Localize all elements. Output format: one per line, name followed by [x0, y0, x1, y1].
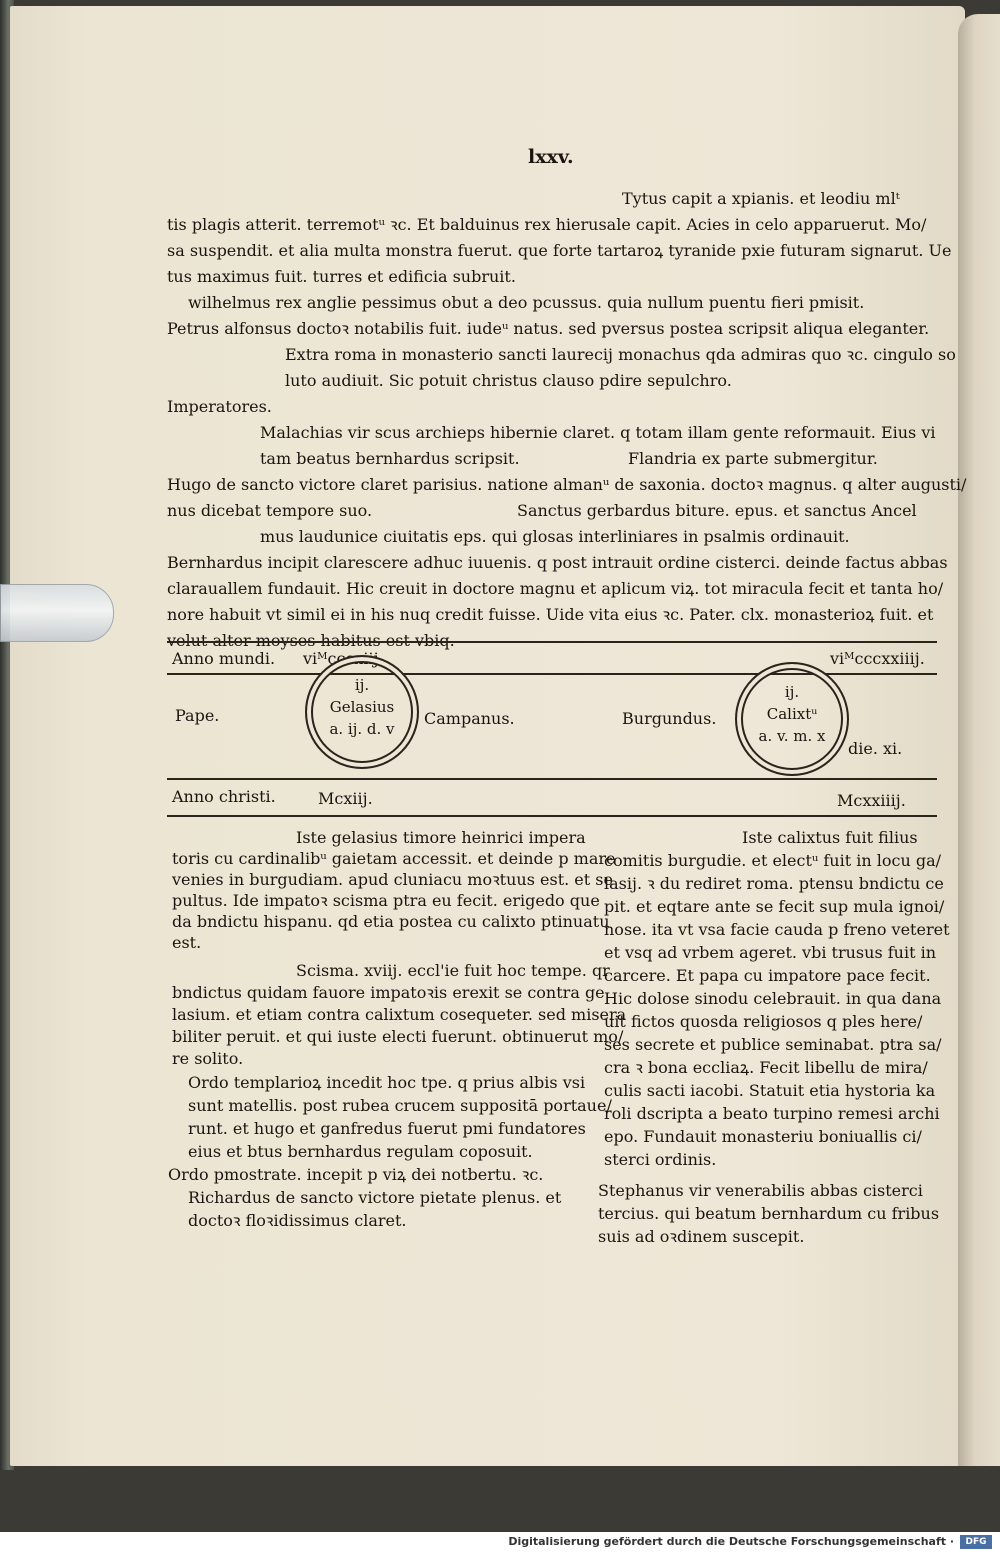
text-line: mus laudunice ciuitatis eps. qui glosas interliniares in psalmis ordinauit.	[260, 527, 850, 546]
next-page-edge	[958, 14, 1000, 1466]
right-col-line: nose. ita vt vsa facie cauda p freno veteret	[604, 920, 950, 939]
text-line: tus maximus fuit. turres et edificia subruit.	[167, 267, 516, 286]
right-col-line: culis sacti iacobi. Statuit etia hystoria ka	[604, 1081, 936, 1100]
right-col-line: epo. Fundauit monasteriu boniuallis ci/	[604, 1127, 922, 1146]
right-col-line: Hic dolose sinodu celebrauit. in qua dana	[604, 989, 942, 1008]
dfg-logo: DFG	[960, 1535, 992, 1549]
pope-origin-right: Burgundus.	[622, 709, 717, 728]
text-line: nus dicebat tempore suo.	[167, 501, 373, 520]
left-col-line: Iste gelasius timore heinrici impera	[296, 828, 586, 847]
left-col-line: biliter peruit. et qui iuste electi fuerunt. obtinuerut mo/	[172, 1027, 624, 1046]
left-col-line: Scisma. xviij. eccl'ie fuit hoc tempe. qr	[296, 961, 610, 980]
right-col-line: cra ꝛ bona eccliaꝝ. Fecit libellu de mira/	[604, 1058, 928, 1077]
left-col-line: Richardus de sancto victore pietate plenus. et	[188, 1188, 562, 1207]
left-col-line: toris cu cardinalibᵘ gaietam accessit. et deinde p mare	[172, 849, 616, 868]
right-col-line: comitis burgudie. et electᵘ fuit in locu ga/	[604, 851, 942, 870]
pope-roundel-gelasius	[305, 655, 419, 769]
left-col-line: eius et btus bernhardus regulam coposuit.	[188, 1142, 533, 1161]
rule-line	[167, 815, 937, 817]
right-col-line: pit. et eqtare ante se fecit sup mula ignoi/	[604, 897, 945, 916]
text-line: wilhelmus rex anglie pessimus obut a deo pcussus. quia nullum puentu fieri pmisit.	[188, 293, 865, 312]
pape-label: Pape.	[175, 706, 220, 725]
page-clip	[0, 584, 114, 642]
pope-roundel-calixtus	[735, 662, 849, 776]
right-col-line: Iste calixtus fuit filius	[742, 828, 918, 847]
right-col-line: carcere. Et papa cu impatore pace fecit.	[604, 966, 931, 985]
anno-christi-label: Anno christi.	[172, 787, 276, 806]
text-line: clarauallem fundauit. Hic creuit in doctore magnu et aplicum viꝝ. tot miracula fecit et tanta ho/	[167, 579, 944, 598]
text-line: Petrus alfonsus doctoꝛ notabilis fuit. iudeᵘ natus. sed pversus postea scripsit aliqua eleganter.	[167, 319, 930, 338]
right-col-line: tercius. qui beatum bernhardum cu fribus	[598, 1204, 940, 1223]
left-col-line: pultus. Ide impatoꝛ scisma ptra eu fecit. erigedo que	[172, 891, 600, 910]
text-line: Hugo de sancto victore claret parisius. natione almanᵘ de saxonia. doctoꝛ magnus. q alter augusti/	[167, 475, 967, 494]
right-col-line: sterci ordinis.	[604, 1150, 717, 1169]
text-line: sa suspendit. et alia multa monstra fuerut. que forte tartaroꝝ tyranide pxie futuram signarut. Ue	[167, 241, 952, 260]
text-line: Flandria ex parte submergitur.	[628, 449, 878, 468]
roundel-number: ij.	[354, 676, 370, 694]
pope-days: die. xi.	[848, 739, 903, 758]
roundel-name: Gelasius	[329, 698, 395, 716]
anno-christi-right: Mcxxiiij.	[837, 791, 906, 810]
left-col-line: Ordo templarioꝝ incedit hoc tpe. q prius albis vsi	[188, 1073, 586, 1092]
anno-mundi-right: viᴹcccxxiiij.	[830, 649, 925, 668]
left-col-line: venies in burgudiam. apud cluniacu moꝛtuus est. et se	[172, 870, 613, 889]
right-col-line: uit fictos quosda religiosos q ples here/	[604, 1012, 923, 1031]
roundel-reign: a. v. m. x	[758, 727, 826, 745]
text-line: Extra roma in monasterio sancti laurecij monachus qda admiras quo ꝛc. cingulo so	[285, 345, 956, 364]
anno-mundi-left: viᴹcccxiij.	[303, 649, 384, 668]
left-col-line: doctoꝛ floꝛidissimus claret.	[188, 1211, 407, 1230]
pope-origin-left: Campanus.	[424, 709, 515, 728]
left-col-line: runt. et hugo et ganfredus fuerut pmi fundatores	[188, 1119, 586, 1138]
text-line: Bernhardus incipit clarescere adhuc iuuenis. q post intrauit ordine cisterci. deinde factus abbas	[167, 553, 948, 572]
roundel-number: ij.	[784, 683, 800, 701]
right-col-line: suis ad oꝛdinem suscepit.	[598, 1227, 805, 1246]
text-line: Tytus capit a xpianis. et leodiu mlᵗ	[622, 189, 900, 208]
footer-credit: Digitalisierung gefördert durch die Deutsche Forschungsgemeinschaft ·	[508, 1535, 954, 1548]
left-col-line: est.	[172, 933, 202, 952]
right-col-line: Stephanus vir venerabilis abbas cisterci	[598, 1181, 923, 1200]
rule-line	[167, 778, 937, 780]
left-col-line: Ordo pmostrate. incepit p viꝝ dei notbertu. ꝛc.	[168, 1165, 544, 1184]
roundel-name: Calixtᵘ	[766, 705, 818, 723]
left-col-line: lasium. et etiam contra calixtum cosequeter. sed misera	[172, 1005, 627, 1024]
text-line: tam beatus bernhardus scripsit.	[260, 449, 520, 468]
digitization-footer	[0, 1532, 1000, 1553]
text-line: Sanctus gerbardus biture. epus. et sanctus Ancel	[517, 501, 917, 520]
right-col-line: ses secrete et publice seminabat. ptra sa/	[604, 1035, 942, 1054]
text-line: nore habuit vt simil ei in his nuq credit fuisse. Uide vita eius ꝛc. Pater. clx. monasterioꝝ fuit. et	[167, 605, 934, 624]
left-col-line: sunt matellis. post rubea crucem suppositā portaue/	[188, 1096, 612, 1115]
text-line: tis plagis atterit. terremotᵘ ꝛc. Et balduinus rex hierusale capit. Acies in celo apparuerut. Mo/	[167, 215, 927, 234]
rule-line	[167, 641, 937, 643]
folio-number: lxxv.	[528, 146, 574, 168]
text-line: luto audiuit. Sic potuit christus clauso pdire sepulchro.	[285, 371, 732, 390]
right-col-line: lasij. ꝛ du rediret roma. ptensu bndictu ce	[604, 874, 944, 893]
section-heading-imperatores: Imperatores.	[167, 397, 272, 416]
anno-christi-left: Mcxiij.	[318, 789, 373, 808]
left-col-line: bndictus quidam fauore impatoꝛis erexit se contra ge	[172, 983, 605, 1002]
left-col-line: da bndictu hispanu. qd etia postea cu calixto ptinuatu	[172, 912, 610, 931]
anno-mundi-label: Anno mundi.	[172, 649, 276, 668]
left-col-line: re solito.	[172, 1049, 244, 1068]
right-col-line: roli dscripta a beato turpino remesi archi	[604, 1104, 940, 1123]
roundel-reign: a. ij. d. v	[329, 720, 395, 738]
right-col-line: et vsq ad vrbem ageret. vbi trusus fuit in	[604, 943, 937, 962]
text-line: velut alter moyses habitus est vbiq.	[167, 631, 455, 650]
text-line: Malachias vir scus archieps hibernie claret. q totam illam gente reformauit. Eius vi	[260, 423, 936, 442]
